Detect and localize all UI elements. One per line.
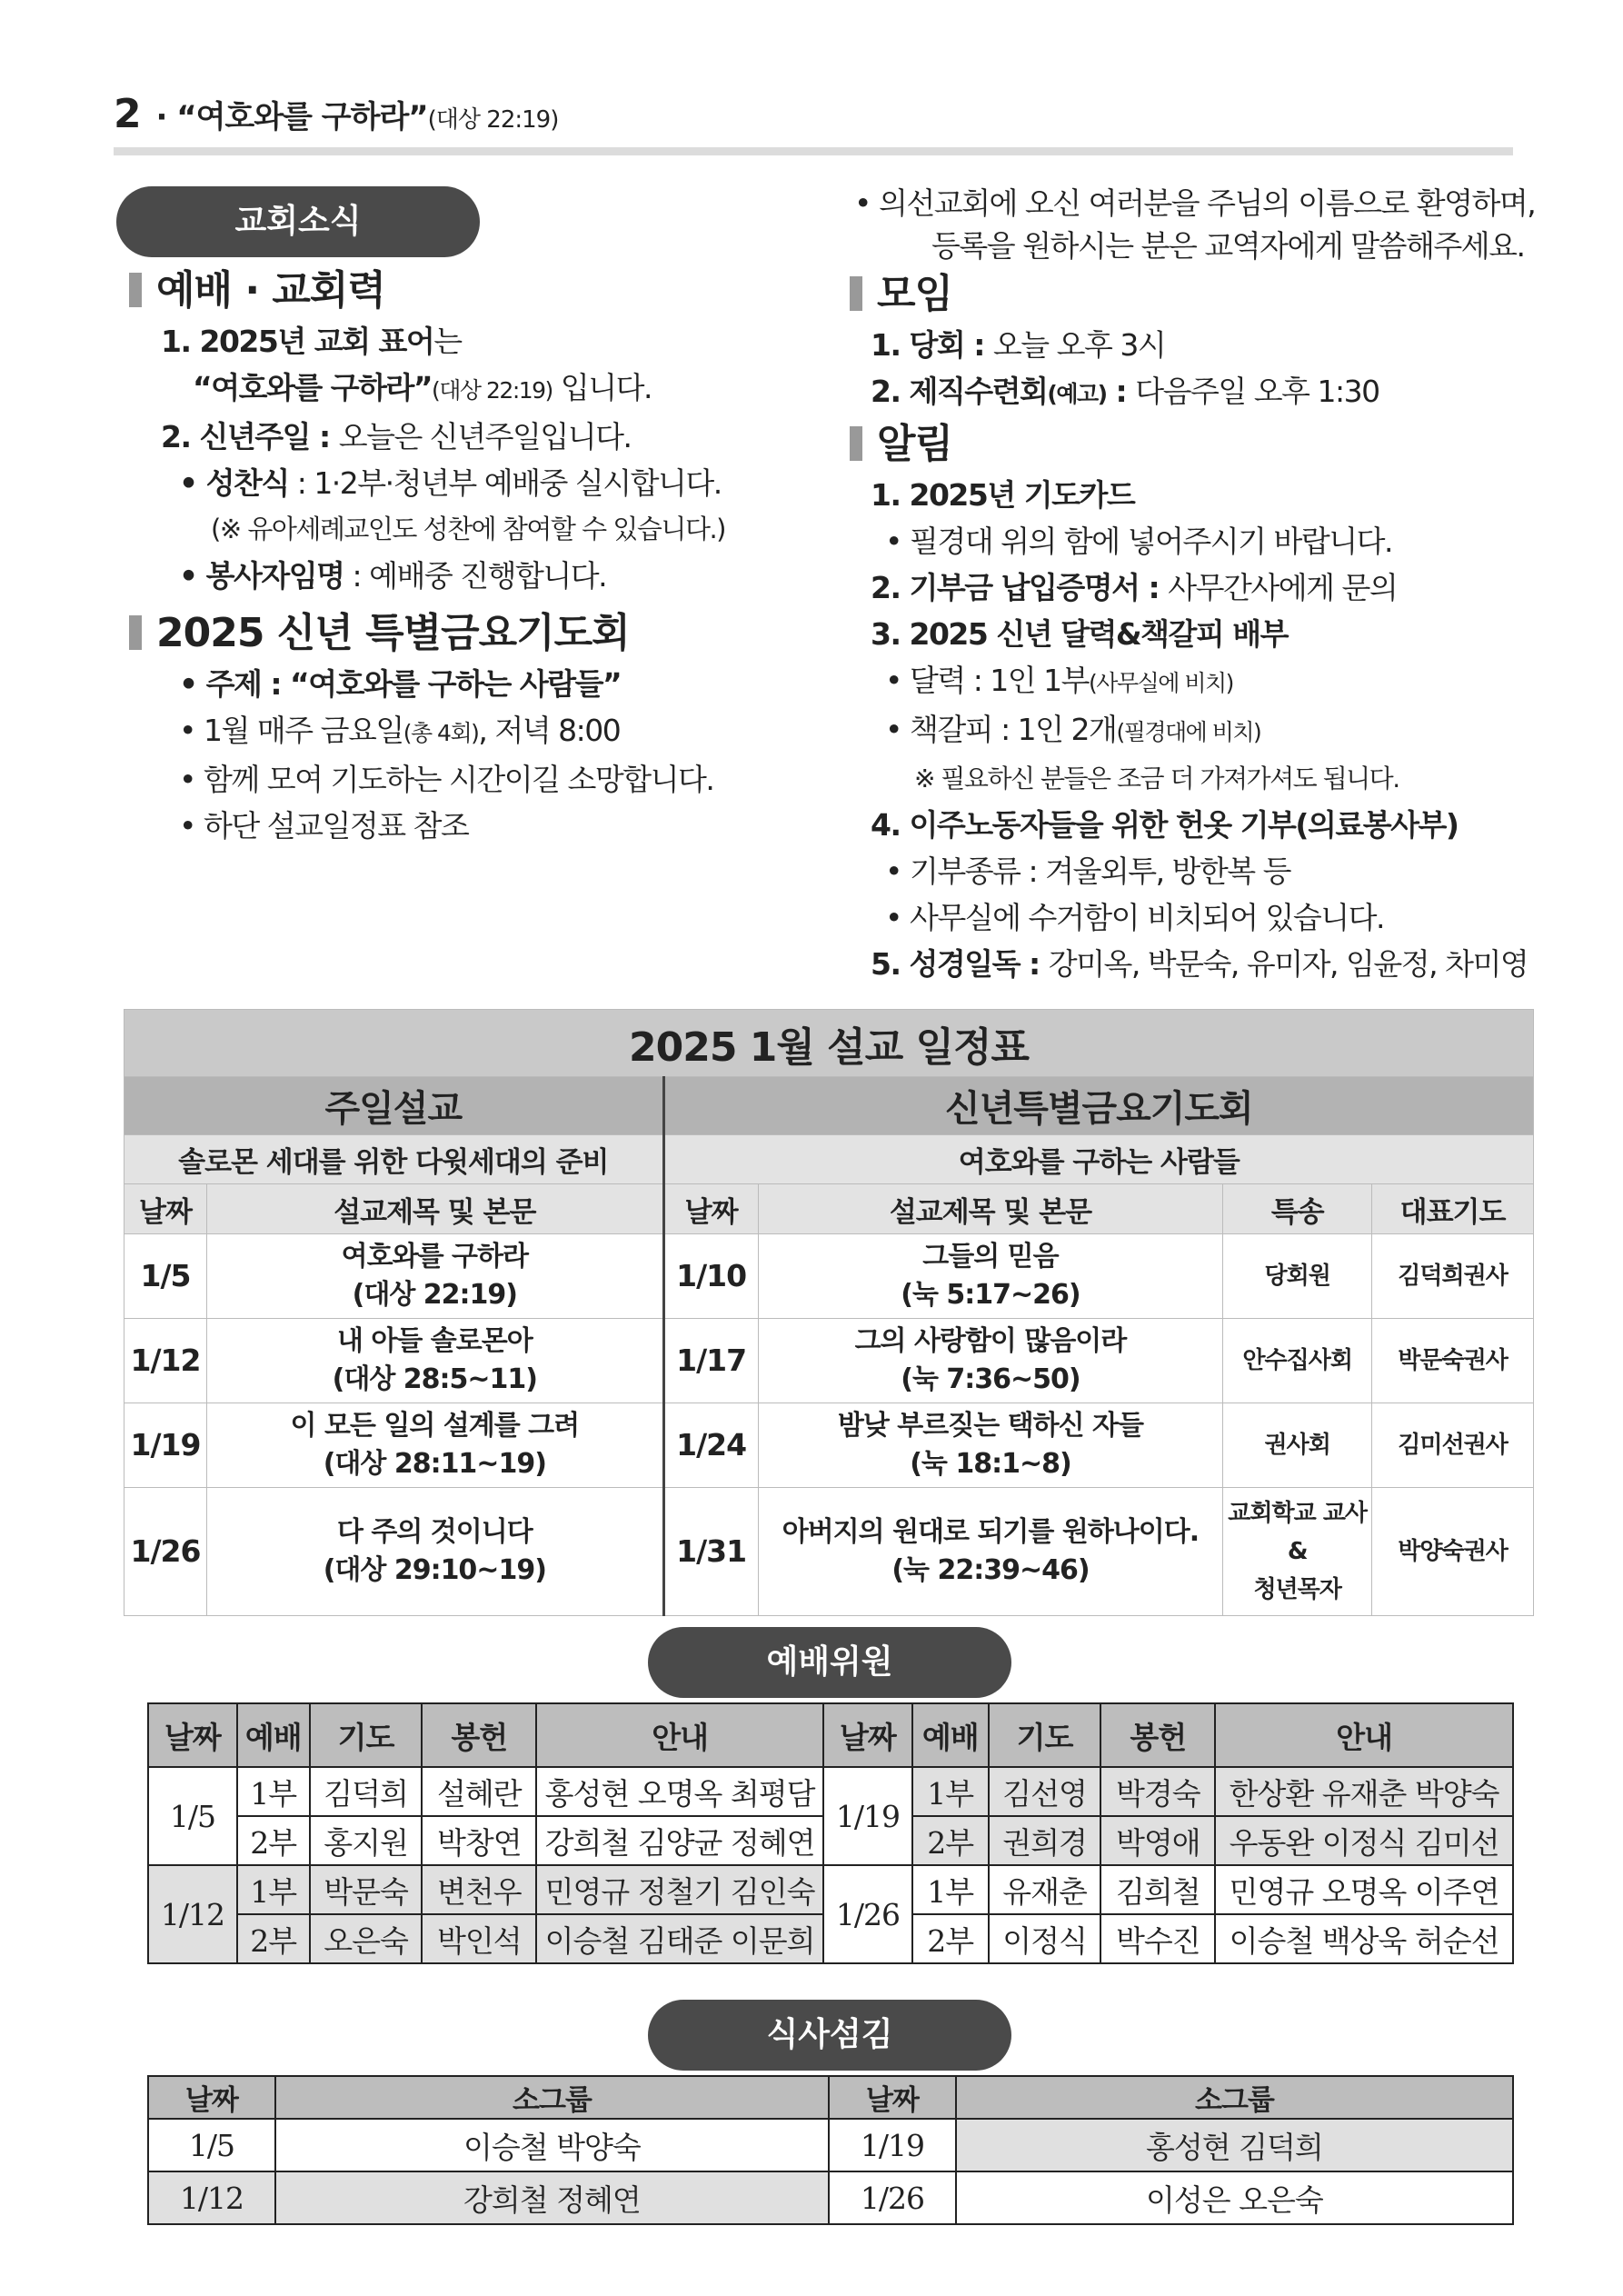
welcome-line1: • 의선교회에 오신 여러분을 주님의 이름으로 환영하며, bbox=[854, 185, 1536, 221]
header-guide: 안내 bbox=[536, 1703, 823, 1767]
friday-sermon bbox=[758, 1234, 1223, 1319]
special-song: 권사회 bbox=[1223, 1403, 1372, 1488]
sermon-ref: (대상 29:10~19) bbox=[323, 1554, 546, 1586]
header-prayer: 기도 bbox=[310, 1703, 423, 1767]
sermon-ref: (눅 22:39~46) bbox=[891, 1554, 1090, 1586]
prayer-cell: 권희경 bbox=[989, 1816, 1101, 1865]
lead-prayer: 김미선권사 bbox=[1372, 1403, 1534, 1488]
prayer-cell: 김덕희 bbox=[310, 1767, 423, 1816]
offering-cell: 변천우 bbox=[422, 1865, 536, 1914]
motto-end: 입니다. bbox=[552, 370, 652, 405]
sermon-title-text: 내 아들 솔로몬아 bbox=[336, 1325, 533, 1357]
sermon-ref: (대상 28:5~11) bbox=[332, 1363, 537, 1395]
page-number: 2 bbox=[114, 91, 141, 137]
right-column bbox=[854, 182, 1545, 987]
offering-cell: 박경숙 bbox=[1100, 1767, 1215, 1816]
bullet-topic bbox=[129, 661, 838, 707]
item-small: (예고) bbox=[1047, 381, 1107, 407]
sermon-title-text: 밤낮 부르짖는 택하신 자들 bbox=[837, 1410, 1143, 1442]
section-notice bbox=[850, 417, 1545, 472]
guide-cell: 민영규 오명옥 이주연 bbox=[1215, 1865, 1513, 1914]
header-guide: 안내 bbox=[1215, 1703, 1513, 1767]
col-date: 날짜 bbox=[663, 1184, 758, 1234]
bullet-text: : 1·2부·청년부 예배중 실시합니다. bbox=[288, 465, 722, 501]
item-text: 오늘 오후 3시 bbox=[992, 327, 1166, 363]
sermon-row bbox=[124, 1234, 1534, 1319]
sunday-sermon bbox=[206, 1403, 663, 1488]
bullet-text: , 저녁 8:00 bbox=[478, 713, 621, 748]
item-text: 다음주일 오후 1:30 bbox=[1135, 374, 1379, 409]
bullet-label: • 성찬식 bbox=[179, 465, 289, 501]
section-title: 예배 · 교회력 bbox=[156, 267, 385, 314]
group-cell: 이승철 박양숙 bbox=[275, 2119, 829, 2171]
sermon-ref: (대상 22:19) bbox=[352, 1279, 517, 1311]
bullet-small: (사무실에 비치) bbox=[1089, 670, 1233, 696]
bullet-text: “여호와를 구하는 사람들” bbox=[290, 666, 622, 702]
sunday-sermon bbox=[206, 1319, 663, 1403]
header-offering: 봉헌 bbox=[1100, 1703, 1215, 1767]
col-date: 날짜 bbox=[124, 1184, 207, 1234]
bullet-reference: • 하단 설교일정표 참조 bbox=[179, 808, 469, 844]
news-pill: 교회소식 bbox=[116, 186, 480, 257]
section-bar bbox=[129, 273, 142, 307]
motto-theme: “여호와를 구하라” bbox=[193, 370, 433, 405]
group-cell: 강희철 정혜연 bbox=[275, 2171, 829, 2224]
guide-cell: 민영규 정철기 김인숙 bbox=[536, 1865, 823, 1914]
prayer-cell: 오은숙 bbox=[310, 1914, 423, 1963]
header-date: 날짜 bbox=[829, 2076, 956, 2119]
sermon-title-text: 다 주의 것이니다 bbox=[336, 1516, 533, 1548]
notice-3-note: ※ 필요하신 분들은 조금 더 가져가셔도 됩니다. bbox=[914, 764, 1399, 794]
notice-4-bullet1: • 기부종류 : 겨울외투, 방한복 등 bbox=[885, 854, 1291, 889]
item-text: 강미옥, 박문숙, 유미자, 임윤정, 차미영 bbox=[1048, 946, 1528, 982]
motto-ref: (대상 22:19) bbox=[432, 377, 553, 404]
sermon-title-text: 이 모든 일의 설계를 그려 bbox=[290, 1410, 580, 1442]
col-title: 설교제목 및 본문 bbox=[758, 1184, 1223, 1234]
lead-prayer: 박문숙권사 bbox=[1372, 1319, 1534, 1403]
sermon-row bbox=[124, 1488, 1534, 1616]
notice-4: 4. 이주노동자들을 위한 헌옷 기부(의료봉사부) bbox=[871, 807, 1459, 843]
header-ref: (대상 22:19) bbox=[427, 106, 559, 134]
sunday-date: 1/26 bbox=[124, 1488, 207, 1616]
bullet-schedule bbox=[129, 707, 838, 756]
meet-item-1 bbox=[854, 322, 1545, 368]
date-cell: 1/19 bbox=[829, 2119, 956, 2171]
special-song bbox=[1223, 1488, 1372, 1616]
special-song: 당회원 bbox=[1223, 1234, 1372, 1319]
friday-date: 1/24 bbox=[663, 1403, 758, 1488]
item-colon: : bbox=[1106, 374, 1136, 409]
offering-cell: 김희철 bbox=[1100, 1865, 1215, 1914]
header-offering: 봉헌 bbox=[422, 1703, 536, 1767]
lead-prayer: 박양숙권사 bbox=[1372, 1488, 1534, 1616]
item-motto-line2 bbox=[129, 364, 838, 414]
date-cell: 1/26 bbox=[823, 1865, 912, 1963]
col-prayer: 대표기도 bbox=[1372, 1184, 1534, 1234]
date-cell: 1/5 bbox=[148, 2119, 275, 2171]
guide-cell: 한상환 유재춘 박양숙 bbox=[1215, 1767, 1513, 1816]
section-worship-calendar bbox=[129, 264, 838, 318]
item-label: 2. 신년주일 : bbox=[161, 419, 339, 454]
section-bar bbox=[850, 426, 862, 461]
notice-5 bbox=[854, 941, 1545, 987]
sermon-title-text: 여호와를 구하라 bbox=[341, 1241, 528, 1273]
sunday-theme: 솔로몬 세대를 위한 다윗세대의 준비 bbox=[124, 1135, 664, 1184]
bullet-small: (필경대에 비치) bbox=[1116, 719, 1261, 745]
sunday-date: 1/5 bbox=[124, 1234, 207, 1319]
welcome-line2: 등록을 원하시는 분은 교역자에게 말씀해주세요. bbox=[931, 228, 1525, 264]
friday-date: 1/17 bbox=[663, 1319, 758, 1403]
friday-date: 1/31 bbox=[663, 1488, 758, 1616]
offering-cell: 박창연 bbox=[422, 1816, 536, 1865]
sermon-title-text: 그의 사랑함이 많음이라 bbox=[854, 1325, 1127, 1357]
section-title: 알림 bbox=[877, 421, 953, 467]
date-cell: 1/12 bbox=[148, 2171, 275, 2224]
header-group: 소그룹 bbox=[275, 2076, 829, 2119]
item-newyear bbox=[129, 414, 838, 460]
guide-cell: 강희철 김양균 정혜연 bbox=[536, 1816, 823, 1865]
offering-cell: 설혜란 bbox=[422, 1767, 536, 1816]
prayer-cell: 이정식 bbox=[989, 1914, 1101, 1963]
notice-2 bbox=[854, 564, 1545, 611]
special-line2: & bbox=[1287, 1538, 1308, 1565]
item-label: 1. 2025년 교회 표어 bbox=[161, 324, 434, 359]
notice-4-bullet2: • 사무실에 수거함이 비치되어 있습니다. bbox=[885, 900, 1384, 935]
special-line3: 청년목자 bbox=[1253, 1576, 1341, 1603]
section-friday-prayer bbox=[129, 606, 838, 661]
bullet-appointment bbox=[129, 553, 838, 599]
item-text: 오늘은 신년주일입니다. bbox=[338, 419, 632, 454]
section-meeting bbox=[850, 267, 1545, 322]
friday-date: 1/10 bbox=[663, 1234, 758, 1319]
guide-cell: 이승철 김태준 이문희 bbox=[536, 1914, 823, 1963]
header-date: 날짜 bbox=[148, 2076, 275, 2119]
bullet-text: • 1월 매주 금요일 bbox=[179, 713, 403, 748]
header-group: 소그룹 bbox=[956, 2076, 1513, 2119]
header-service: 예배 bbox=[912, 1703, 989, 1767]
welcome-text bbox=[854, 182, 1545, 267]
section-bar bbox=[129, 615, 142, 650]
header-theme: “여호와를 구하라” bbox=[176, 99, 428, 135]
bullet-text: : 예배중 진행합니다. bbox=[344, 558, 607, 594]
sunday-date: 1/19 bbox=[124, 1403, 207, 1488]
group-cell: 이성은 오은숙 bbox=[956, 2171, 1513, 2224]
date-cell: 1/26 bbox=[829, 2171, 956, 2224]
offering-cell: 박영애 bbox=[1100, 1816, 1215, 1865]
bullet-text: • 책갈피 : 1인 2개 bbox=[885, 712, 1117, 747]
service-cell: 1부 bbox=[912, 1767, 989, 1816]
item-label: 2. 제직수련회 bbox=[871, 374, 1048, 409]
header-sep: · bbox=[145, 99, 177, 135]
meet-item-2 bbox=[854, 368, 1545, 417]
header-prayer: 기도 bbox=[989, 1703, 1101, 1767]
item-label: 5. 성경일독 : bbox=[871, 946, 1049, 982]
offering-cell: 박수진 bbox=[1100, 1914, 1215, 1963]
special-line1: 교회학교 교사 bbox=[1228, 1500, 1368, 1527]
col-title: 설교제목 및 본문 bbox=[206, 1184, 663, 1234]
header-date: 날짜 bbox=[148, 1703, 237, 1767]
lead-prayer: 김덕희권사 bbox=[1372, 1234, 1534, 1319]
section-bar bbox=[850, 276, 862, 311]
bullet-text: • 달력 : 1인 1부 bbox=[885, 663, 1090, 698]
prayer-cell: 홍지원 bbox=[310, 1816, 423, 1865]
page-header bbox=[114, 91, 558, 137]
bullet-communion bbox=[129, 460, 838, 506]
sunday-date: 1/12 bbox=[124, 1319, 207, 1403]
item-label: 1. 당회 : bbox=[871, 327, 993, 363]
item-label: 2. 기부금 납입증명서 : bbox=[871, 570, 1169, 605]
sermon-ref: (눅 5:17~26) bbox=[901, 1279, 1080, 1311]
prayer-cell: 박문숙 bbox=[310, 1865, 423, 1914]
sermon-title-text: 아버지의 원대로 되기를 원하나이다. bbox=[782, 1516, 1200, 1548]
meal-pill: 식사섬김 bbox=[648, 2000, 1011, 2071]
service-cell: 2부 bbox=[912, 1914, 989, 1963]
sermon-title: 2025 1월 설교 일정표 bbox=[124, 1010, 1534, 1077]
col-special: 특송 bbox=[1223, 1184, 1372, 1234]
service-cell: 2부 bbox=[912, 1816, 989, 1865]
sunday-sermon bbox=[206, 1488, 663, 1616]
sermon-row bbox=[124, 1319, 1534, 1403]
bullet-small: (총 4회) bbox=[403, 720, 479, 746]
notice-3-bookmark bbox=[854, 706, 1545, 755]
sermon-row bbox=[124, 1403, 1534, 1488]
worship-pill: 예배위원 bbox=[648, 1627, 1011, 1698]
service-cell: 1부 bbox=[912, 1865, 989, 1914]
sunday-header: 주일설교 bbox=[124, 1077, 664, 1135]
sermon-ref: (대상 28:11~19) bbox=[323, 1448, 546, 1480]
bullet-label: • 주제 : bbox=[179, 666, 291, 702]
service-cell: 1부 bbox=[237, 1767, 310, 1816]
sunday-sermon bbox=[206, 1234, 663, 1319]
item-text: 는 bbox=[433, 324, 462, 359]
worship-committee-table bbox=[147, 1702, 1514, 1964]
notice-3-calendar bbox=[854, 657, 1545, 706]
service-cell: 2부 bbox=[237, 1914, 310, 1963]
guide-cell: 이승철 백상욱 허순선 bbox=[1215, 1914, 1513, 1963]
sermon-title-text: 그들의 믿음 bbox=[922, 1241, 1059, 1273]
item-motto bbox=[129, 318, 838, 364]
left-column bbox=[129, 264, 838, 849]
friday-header: 신년특별금요기도회 bbox=[663, 1077, 1533, 1135]
section-title: 모임 bbox=[877, 271, 953, 317]
date-cell: 1/5 bbox=[148, 1767, 237, 1865]
prayer-cell: 김선영 bbox=[989, 1767, 1101, 1816]
service-cell: 1부 bbox=[237, 1865, 310, 1914]
guide-cell: 홍성현 오명옥 최평담 bbox=[536, 1767, 823, 1816]
friday-theme: 여호와를 구하는 사람들 bbox=[663, 1135, 1533, 1184]
service-cell: 2부 bbox=[237, 1816, 310, 1865]
item-text: 사무간사에게 문의 bbox=[1168, 570, 1398, 605]
sermon-ref: (눅 18:1~8) bbox=[910, 1448, 1071, 1480]
date-cell: 1/19 bbox=[823, 1767, 912, 1865]
bullet-label: • 봉사자임명 bbox=[179, 558, 344, 594]
notice-1: 1. 2025년 기도카드 bbox=[871, 477, 1135, 513]
header-divider bbox=[114, 147, 1513, 155]
communion-note: (※ 유아세례교인도 성찬에 참여할 수 있습니다.) bbox=[211, 514, 725, 544]
prayer-cell: 유재춘 bbox=[989, 1865, 1101, 1914]
notice-1-bullet: • 필경대 위의 함에 넣어주시기 바랍니다. bbox=[885, 524, 1392, 559]
guide-cell: 우동완 이정식 김미선 bbox=[1215, 1816, 1513, 1865]
header-service: 예배 bbox=[237, 1703, 310, 1767]
notice-3: 3. 2025 신년 달력&책갈피 배부 bbox=[871, 616, 1288, 652]
section-title: 2025 신년 특별금요기도회 bbox=[156, 610, 630, 656]
sermon-schedule-table bbox=[124, 1009, 1534, 1616]
header-date: 날짜 bbox=[823, 1703, 912, 1767]
sermon-ref: (눅 7:36~50) bbox=[901, 1363, 1080, 1395]
group-cell: 홍성현 김덕희 bbox=[956, 2119, 1513, 2171]
friday-sermon bbox=[758, 1319, 1223, 1403]
offering-cell: 박인석 bbox=[422, 1914, 536, 1963]
friday-sermon bbox=[758, 1403, 1223, 1488]
friday-sermon bbox=[758, 1488, 1223, 1616]
date-cell: 1/12 bbox=[148, 1865, 237, 1963]
bullet-hope: • 함께 모여 기도하는 시간이길 소망합니다. bbox=[179, 762, 714, 797]
meal-service-table bbox=[147, 2075, 1514, 2225]
special-song: 안수집사회 bbox=[1223, 1319, 1372, 1403]
